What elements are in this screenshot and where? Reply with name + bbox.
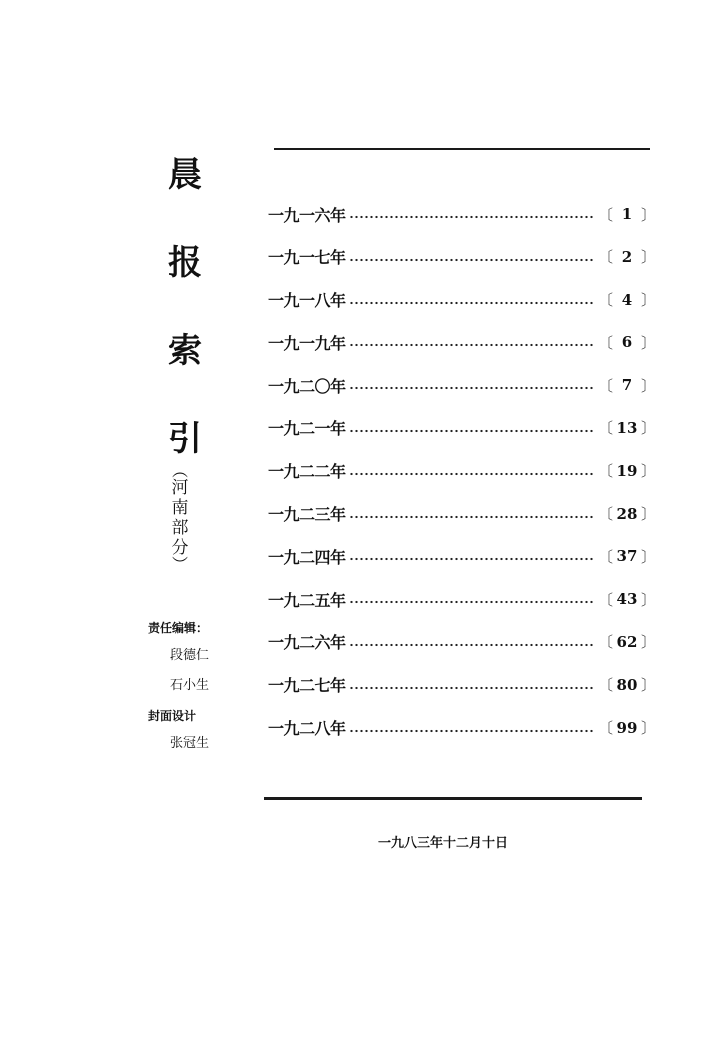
bracket-close: 〕 bbox=[640, 633, 656, 652]
toc-row bbox=[268, 328, 656, 356]
toc-page-ref bbox=[598, 375, 656, 396]
subtitle-open-paren: ︵ bbox=[171, 461, 188, 480]
toc-page-ref bbox=[598, 546, 656, 567]
table-of-contents bbox=[268, 200, 656, 756]
toc-page: 43 bbox=[616, 590, 638, 609]
leader-dots bbox=[349, 301, 595, 305]
bracket-close: 〕 bbox=[640, 248, 656, 267]
bracket-open: 〔 bbox=[597, 291, 613, 310]
editor-name: 段德仁 bbox=[170, 648, 210, 663]
bracket-close: 〕 bbox=[640, 505, 656, 524]
toc-year: 一九二三年 bbox=[268, 505, 346, 525]
subtitle-close-paren: ︶ bbox=[171, 555, 188, 574]
title-char: 索 bbox=[168, 331, 202, 371]
toc-page-ref bbox=[598, 717, 656, 738]
toc-page-ref bbox=[598, 204, 656, 225]
toc-page-ref bbox=[598, 417, 656, 438]
toc-page: 80 bbox=[616, 675, 638, 694]
toc-row bbox=[268, 585, 656, 613]
bracket-open: 〔 bbox=[597, 633, 613, 652]
subtitle-char: 部 bbox=[171, 518, 189, 538]
bracket-open: 〔 bbox=[597, 547, 613, 566]
toc-year: 一九二八年 bbox=[268, 719, 346, 739]
toc-year: 一九一七年 bbox=[268, 248, 346, 268]
toc-page-ref bbox=[598, 631, 656, 652]
toc-year: 一九二七年 bbox=[268, 676, 346, 696]
toc-row bbox=[268, 671, 656, 699]
title-char: 晨 bbox=[168, 155, 202, 195]
toc-year: 一九二六年 bbox=[268, 633, 346, 653]
bracket-close: 〕 bbox=[640, 291, 656, 310]
bracket-open: 〔 bbox=[597, 590, 613, 609]
bracket-open: 〔 bbox=[597, 205, 613, 224]
editor-name: 石小生 bbox=[170, 678, 210, 693]
cover-designer-name: 张冠生 bbox=[170, 736, 210, 751]
toc-page: 6 bbox=[621, 333, 633, 352]
subtitle-char: 河 bbox=[171, 478, 189, 498]
editor-role-label: 责任编辑： bbox=[148, 621, 209, 635]
bracket-open: 〔 bbox=[597, 248, 613, 267]
toc-page-ref bbox=[598, 503, 656, 524]
toc-page-ref bbox=[598, 246, 656, 267]
toc-row bbox=[268, 628, 656, 656]
toc-year: 一九二四年 bbox=[268, 547, 346, 567]
leader-dots bbox=[349, 258, 595, 262]
bracket-open: 〔 bbox=[597, 462, 613, 481]
toc-page-ref bbox=[598, 289, 656, 310]
toc-row bbox=[268, 200, 656, 228]
toc-row bbox=[268, 542, 656, 570]
toc-page: 37 bbox=[616, 547, 638, 566]
bracket-close: 〕 bbox=[640, 676, 656, 695]
bracket-close: 〕 bbox=[640, 719, 656, 738]
leader-dots bbox=[349, 429, 595, 433]
toc-page: 19 bbox=[616, 461, 638, 480]
leader-dots bbox=[349, 472, 595, 476]
bracket-open: 〔 bbox=[597, 333, 613, 352]
toc-row bbox=[268, 371, 656, 399]
toc-year: 一九一八年 bbox=[268, 291, 346, 311]
toc-page-ref bbox=[598, 460, 656, 481]
bracket-close: 〕 bbox=[640, 547, 656, 566]
toc-page-ref bbox=[598, 332, 656, 353]
leader-dots bbox=[349, 557, 595, 561]
toc-row bbox=[268, 457, 656, 485]
bracket-close: 〕 bbox=[640, 333, 656, 352]
publication-date: 一九八三年十二月十日 bbox=[378, 836, 509, 851]
bottom-rule bbox=[264, 797, 642, 800]
leader-dots bbox=[349, 515, 595, 519]
subtitle-char: 南 bbox=[171, 498, 189, 518]
toc-page: 62 bbox=[616, 632, 638, 651]
cover-role-label: 封面设计 bbox=[148, 709, 197, 723]
leader-dots bbox=[349, 343, 595, 347]
toc-page: 13 bbox=[616, 418, 638, 437]
toc-year: 一九二二年 bbox=[268, 462, 346, 482]
bracket-open: 〔 bbox=[597, 419, 613, 438]
bracket-open: 〔 bbox=[597, 676, 613, 695]
leader-dots bbox=[349, 729, 595, 733]
bracket-close: 〕 bbox=[640, 419, 656, 438]
top-rule bbox=[274, 148, 650, 150]
leader-dots bbox=[349, 600, 595, 604]
vertical-title bbox=[160, 155, 210, 459]
leader-dots bbox=[349, 215, 595, 219]
toc-year: 一九二一年 bbox=[268, 419, 346, 439]
toc-page: 2 bbox=[621, 247, 633, 266]
toc-page-ref bbox=[598, 589, 656, 610]
bracket-close: 〕 bbox=[640, 205, 656, 224]
toc-row bbox=[268, 243, 656, 271]
toc-year: 一九一六年 bbox=[268, 205, 346, 225]
toc-row bbox=[268, 714, 656, 742]
bracket-open: 〔 bbox=[597, 719, 613, 738]
subtitle-char: 分 bbox=[171, 538, 189, 558]
bracket-close: 〕 bbox=[640, 462, 656, 481]
vertical-subtitle bbox=[168, 461, 192, 574]
leader-dots bbox=[349, 386, 595, 390]
bracket-open: 〔 bbox=[597, 376, 613, 395]
leader-dots bbox=[349, 643, 595, 647]
toc-row bbox=[268, 500, 656, 528]
toc-page: 99 bbox=[616, 718, 638, 737]
toc-year: 一九二〇年 bbox=[268, 376, 346, 396]
toc-page: 7 bbox=[621, 376, 633, 395]
toc-year: 一九一九年 bbox=[268, 333, 346, 353]
title-char: 引 bbox=[168, 419, 202, 459]
leader-dots bbox=[349, 686, 595, 690]
toc-page: 1 bbox=[621, 205, 633, 223]
title-char: 报 bbox=[168, 243, 202, 283]
toc-year: 一九二五年 bbox=[268, 590, 346, 610]
toc-row bbox=[268, 414, 656, 442]
toc-row bbox=[268, 286, 656, 314]
credits-block bbox=[148, 620, 228, 766]
bracket-close: 〕 bbox=[640, 376, 656, 395]
toc-page: 4 bbox=[621, 290, 633, 309]
bracket-close: 〕 bbox=[640, 590, 656, 609]
bracket-open: 〔 bbox=[597, 505, 613, 524]
toc-page: 28 bbox=[616, 504, 638, 523]
toc-page-ref bbox=[598, 674, 656, 695]
